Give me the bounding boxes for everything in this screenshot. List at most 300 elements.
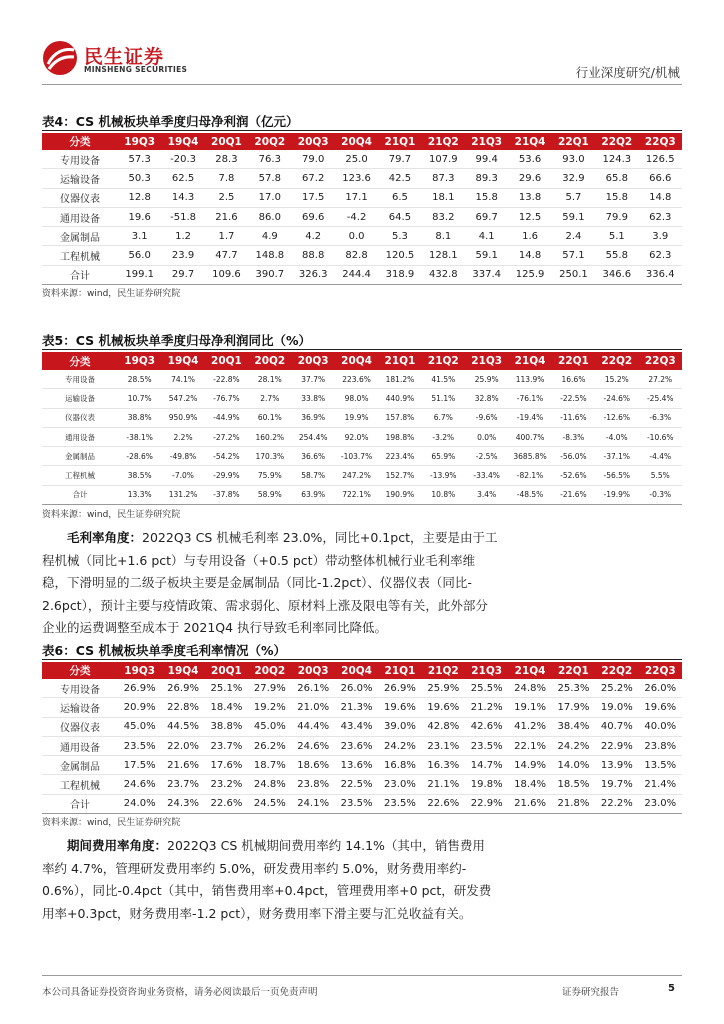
table-cell: 950.9%	[161, 408, 204, 427]
table-cell: 22.6%	[205, 794, 248, 813]
table-cell: 89.3	[465, 169, 508, 188]
table-cell: 247.2%	[335, 466, 378, 485]
table-cell: 38.4%	[552, 717, 595, 736]
row-label: 运输设备	[42, 169, 118, 188]
table-row	[42, 427, 682, 446]
table-cell: 36.6%	[292, 447, 335, 466]
column-header-quarter: 21Q2	[422, 662, 465, 679]
table-cell: 10.8%	[422, 485, 465, 504]
table-cell: 40.7%	[595, 717, 638, 736]
paragraph-line: 2.6pct），预计主要与疫情政策、需求弱化、原材料上涨及限电等有关，此外部分	[42, 597, 488, 613]
table-cell: 223.4%	[378, 447, 421, 466]
table-cell: 12.5	[508, 207, 551, 226]
table-cell: 58.9%	[248, 485, 291, 504]
table-cell: 2.7%	[248, 389, 291, 408]
table-cell: -8.3%	[552, 427, 595, 446]
table-cell: 41.2%	[508, 717, 551, 736]
row-label: 金属制品	[42, 447, 118, 466]
table-cell: -13.9%	[422, 466, 465, 485]
table-cell: 22.5%	[335, 775, 378, 794]
table-cell: 14.8	[639, 188, 683, 207]
table-cell: 400.7%	[508, 427, 551, 446]
table-cell: 16.6%	[552, 370, 595, 389]
column-header-category: 分类	[42, 133, 118, 150]
column-header-quarter: 21Q1	[378, 352, 421, 370]
table-cell: 27.2%	[639, 370, 683, 389]
table-cell: 66.6	[639, 169, 683, 188]
table-cell: 336.4	[639, 265, 683, 284]
paragraph-line: 企业的运费调整至成本于 2021Q4 执行导致毛利率同比降低。	[42, 620, 388, 635]
table-cell: 6.5	[378, 188, 421, 207]
table-cell: 131.2%	[161, 485, 204, 504]
column-header-quarter: 21Q4	[508, 352, 551, 370]
table-cell: -7.0%	[161, 466, 204, 485]
table-cell: 17.6%	[205, 756, 248, 775]
table-cell: 18.7%	[248, 756, 291, 775]
table-cell: 25.1%	[205, 679, 248, 698]
column-header-quarter: 19Q3	[118, 662, 161, 679]
column-header-quarter: 20Q4	[335, 352, 378, 370]
table-cell: 722.1%	[335, 485, 378, 504]
table-row	[42, 265, 682, 284]
table-cell: 19.8%	[465, 775, 508, 794]
table-cell: 22.1%	[508, 736, 551, 755]
table-cell: -6.3%	[639, 408, 683, 427]
table-cell: 318.9	[378, 265, 421, 284]
table-cell: 26.9%	[118, 679, 161, 698]
table-row	[42, 389, 682, 408]
table-cell: 18.5%	[552, 775, 595, 794]
column-header-quarter: 20Q3	[292, 662, 335, 679]
table-cell: 23.0%	[378, 775, 421, 794]
table-cell: 69.6	[292, 207, 335, 226]
table-cell: 39.0%	[378, 717, 421, 736]
table-cell: 32.9	[552, 169, 595, 188]
column-header-quarter: 22Q3	[639, 662, 683, 679]
table-row	[42, 246, 682, 265]
column-header-quarter: 20Q1	[205, 352, 248, 370]
table-cell: -22.8%	[205, 370, 248, 389]
table-cell: 390.7	[248, 265, 291, 284]
table-row	[42, 698, 682, 717]
table-cell: -21.6%	[552, 485, 595, 504]
table-cell: 16.8%	[378, 756, 421, 775]
table-cell: 79.0	[292, 150, 335, 169]
table-header-row	[42, 133, 682, 150]
table-cell: 98.0%	[335, 389, 378, 408]
table-cell: 26.0%	[639, 679, 683, 698]
table-cell: 126.5	[639, 150, 683, 169]
table-cell: -76.1%	[508, 389, 551, 408]
table-cell: -2.5%	[465, 447, 508, 466]
table-cell: 4.2	[292, 227, 335, 246]
table-cell: -51.8	[161, 207, 204, 226]
table-cell: 15.8	[595, 188, 638, 207]
table-cell: 21.6%	[508, 794, 551, 813]
table-row	[42, 794, 682, 813]
table-cell: 99.4	[465, 150, 508, 169]
table-cell: 16.3%	[422, 756, 465, 775]
table-cell: 25.9%	[422, 679, 465, 698]
table-cell: -29.9%	[205, 466, 248, 485]
table-cell: 3.9	[639, 227, 683, 246]
table-row	[42, 188, 682, 207]
paragraph-line: 用率+0.3pct，财务费用率-1.2 pct），财务费用率下滑主要与汇兑收益有关。	[42, 905, 472, 921]
row-label: 工程机械	[42, 246, 118, 265]
table-cell: 181.2%	[378, 370, 421, 389]
table-cell: 26.1%	[292, 679, 335, 698]
table-cell: -49.8%	[161, 447, 204, 466]
table-cell: -0.3%	[639, 485, 683, 504]
column-header-quarter: 22Q1	[552, 662, 595, 679]
row-label: 工程机械	[42, 775, 118, 794]
table-cell: 18.4%	[508, 775, 551, 794]
table-cell: 51.1%	[422, 389, 465, 408]
row-label: 金属制品	[42, 227, 118, 246]
table-cell: 29.7	[161, 265, 204, 284]
table-cell: 37.7%	[292, 370, 335, 389]
table-cell: 0.0%	[465, 427, 508, 446]
column-header-quarter: 20Q4	[335, 662, 378, 679]
table-cell: 13.3%	[118, 485, 161, 504]
table4-source: 资料来源：wind，民生证券研究院	[42, 289, 181, 299]
table-cell: 5.1	[595, 227, 638, 246]
column-header-quarter: 21Q1	[378, 133, 421, 150]
report-category: 行业深度研究/机械	[575, 65, 680, 80]
column-header-quarter: 22Q2	[595, 352, 638, 370]
table-cell: 59.1	[465, 246, 508, 265]
table-cell: 57.1	[552, 246, 595, 265]
gross-margin-paragraph	[42, 527, 498, 640]
table-cell: 83.2	[422, 207, 465, 226]
table-cell: 24.0%	[118, 794, 161, 813]
table-cell: -37.8%	[205, 485, 248, 504]
column-header-quarter: 19Q3	[118, 133, 161, 150]
footer-report-type: 证券研究报告	[562, 987, 620, 998]
table-header-row	[42, 662, 682, 679]
table-cell: 19.6%	[378, 698, 421, 717]
table-cell: 123.6	[335, 169, 378, 188]
paragraph-line: 程机械（同比+1.6 pct）与专用设备（+0.5 pct）带动整体机械行业毛利率维	[42, 552, 476, 568]
table-cell: 57.8	[248, 169, 291, 188]
table-cell: 13.8	[508, 188, 551, 207]
table-cell: 24.1%	[292, 794, 335, 813]
column-header-quarter: 21Q2	[422, 133, 465, 150]
table-cell: 19.9%	[335, 408, 378, 427]
table-cell: 15.2%	[595, 370, 638, 389]
table-cell: 76.3	[248, 150, 291, 169]
table-cell: 23.1%	[422, 736, 465, 755]
table-cell: 23.7%	[161, 775, 204, 794]
table5-title: 表5：CS 机械板块单季度归母净利润同比（%）	[42, 333, 311, 348]
column-header-quarter: 21Q3	[465, 352, 508, 370]
table-cell: 27.9%	[248, 679, 291, 698]
table-cell: 38.8%	[205, 717, 248, 736]
table-cell: 50.3	[118, 169, 161, 188]
column-header-quarter: 22Q3	[639, 352, 683, 370]
table-cell: 74.1%	[161, 370, 204, 389]
row-label: 金属制品	[42, 756, 118, 775]
table-cell: 346.6	[595, 265, 638, 284]
table-cell: -25.4%	[639, 389, 683, 408]
table-cell: 24.6%	[292, 736, 335, 755]
column-header-quarter: 22Q2	[595, 133, 638, 150]
table4-net-profit	[42, 133, 682, 285]
table-cell: 24.5%	[248, 794, 291, 813]
table-cell: 28.1%	[248, 370, 291, 389]
table-cell: 23.5%	[118, 736, 161, 755]
table-cell: 18.6%	[292, 756, 335, 775]
table-cell: 23.8%	[292, 775, 335, 794]
table-cell: 19.6%	[639, 698, 683, 717]
table-cell: 43.4%	[335, 717, 378, 736]
table-cell: -9.6%	[465, 408, 508, 427]
table-cell: 36.9%	[292, 408, 335, 427]
table-cell: 21.8%	[552, 794, 595, 813]
table-cell: -28.6%	[118, 447, 161, 466]
column-header-quarter: 21Q2	[422, 352, 465, 370]
table-cell: 26.0%	[335, 679, 378, 698]
row-label: 通用设备	[42, 427, 118, 446]
table-cell: -19.9%	[595, 485, 638, 504]
table-cell: 22.9%	[595, 736, 638, 755]
table-cell: 25.5%	[465, 679, 508, 698]
row-label: 专用设备	[42, 150, 118, 169]
table-cell: 25.2%	[595, 679, 638, 698]
table-cell: 28.3	[205, 150, 248, 169]
table-row	[42, 736, 682, 755]
column-header-quarter: 19Q4	[161, 352, 204, 370]
table-cell: 326.3	[292, 265, 335, 284]
table-cell: 62.3	[639, 207, 683, 226]
table-cell: -27.2%	[205, 427, 248, 446]
table-cell: 44.4%	[292, 717, 335, 736]
table-cell: 42.6%	[465, 717, 508, 736]
table4-title: 表4：CS 机械板块单季度归母净利润（亿元）	[42, 114, 299, 129]
column-header-quarter: 21Q3	[465, 133, 508, 150]
column-header-quarter: 20Q3	[292, 352, 335, 370]
column-header-quarter: 19Q3	[118, 352, 161, 370]
column-header-quarter: 21Q1	[378, 662, 421, 679]
table-row	[42, 150, 682, 169]
table-cell: 440.9%	[378, 389, 421, 408]
table-cell: -33.4%	[465, 466, 508, 485]
column-header-quarter: 20Q1	[205, 133, 248, 150]
column-header-quarter: 19Q4	[161, 662, 204, 679]
table-cell: 190.9%	[378, 485, 421, 504]
column-header-quarter: 20Q3	[292, 133, 335, 150]
table-cell: 14.9%	[508, 756, 551, 775]
table-cell: 2.4	[552, 227, 595, 246]
table-row	[42, 679, 682, 698]
table-cell: 47.7	[205, 246, 248, 265]
row-label: 合计	[42, 794, 118, 813]
table-cell: -103.7%	[335, 447, 378, 466]
table-cell: 148.8	[248, 246, 291, 265]
table-cell: 53.6	[508, 150, 551, 169]
table-cell: 21.6%	[161, 756, 204, 775]
table-row	[42, 756, 682, 775]
table-cell: 254.4%	[292, 427, 335, 446]
paragraph-line: 毛利率角度：2022Q3 CS 机械毛利率 23.0%，同比+0.1pct，主要是由于工	[67, 530, 498, 545]
table-cell: 2.5	[205, 188, 248, 207]
table-row	[42, 227, 682, 246]
header-divider	[42, 84, 682, 85]
table-cell: 170.3%	[248, 447, 291, 466]
table-cell: 58.7%	[292, 466, 335, 485]
table-cell: -37.1%	[595, 447, 638, 466]
table-row	[42, 466, 682, 485]
table-cell: 22.9%	[465, 794, 508, 813]
table-cell: 82.8	[335, 246, 378, 265]
table-cell: 5.5%	[639, 466, 683, 485]
table-cell: -52.6%	[552, 466, 595, 485]
table-cell: 124.3	[595, 150, 638, 169]
table-row	[42, 370, 682, 389]
table5-net-profit-yoy	[42, 352, 682, 505]
table-cell: 92.0%	[335, 427, 378, 446]
row-label: 运输设备	[42, 389, 118, 408]
table-cell: 19.1%	[508, 698, 551, 717]
table-cell: 432.8	[422, 265, 465, 284]
row-label: 仪器仪表	[42, 408, 118, 427]
table-cell: 57.3	[118, 150, 161, 169]
table-cell: 21.1%	[422, 775, 465, 794]
table-cell: 65.9%	[422, 447, 465, 466]
table-cell: 1.6	[508, 227, 551, 246]
table-cell: 3.1	[118, 227, 161, 246]
table-cell: 5.3	[378, 227, 421, 246]
table-cell: 21.3%	[335, 698, 378, 717]
table-cell: -4.0%	[595, 427, 638, 446]
row-label: 专用设备	[42, 679, 118, 698]
table-cell: 23.2%	[205, 775, 248, 794]
column-header-quarter: 21Q4	[508, 662, 551, 679]
table-cell: 17.0	[248, 188, 291, 207]
table-cell: -44.9%	[205, 408, 248, 427]
table-cell: 26.9%	[161, 679, 204, 698]
table-cell: -22.5%	[552, 389, 595, 408]
table-cell: 14.7%	[465, 756, 508, 775]
table-row	[42, 485, 682, 504]
table-cell: 38.8%	[118, 408, 161, 427]
table-cell: -3.2%	[422, 427, 465, 446]
table-cell: 13.5%	[639, 756, 683, 775]
column-header-quarter: 21Q3	[465, 662, 508, 679]
table-cell: 3685.8%	[508, 447, 551, 466]
table-cell: 20.9%	[118, 698, 161, 717]
table-cell: 75.9%	[248, 466, 291, 485]
table-cell: 69.7	[465, 207, 508, 226]
table-cell: -56.0%	[552, 447, 595, 466]
table-cell: 65.8	[595, 169, 638, 188]
table-cell: 23.6%	[335, 736, 378, 755]
table6-source: 资料来源：wind，民生证券研究院	[42, 818, 181, 828]
table-cell: 25.9%	[465, 370, 508, 389]
table-cell: 19.7%	[595, 775, 638, 794]
table-cell: 198.8%	[378, 427, 421, 446]
row-label: 通用设备	[42, 207, 118, 226]
table-cell: 41.5%	[422, 370, 465, 389]
row-label: 工程机械	[42, 466, 118, 485]
table-cell: 107.9	[422, 150, 465, 169]
table-cell: -56.5%	[595, 466, 638, 485]
table-cell: 14.8	[508, 246, 551, 265]
table-cell: 14.3	[161, 188, 204, 207]
table-row	[42, 169, 682, 188]
column-header-quarter: 22Q2	[595, 662, 638, 679]
paragraph-heading: 毛利率角度：	[67, 530, 143, 545]
paragraph-line: 期间费用率角度：2022Q3 CS 机械期间费用率约 14.1%（其中，销售费用	[67, 838, 485, 853]
table-cell: -48.5%	[508, 485, 551, 504]
row-label: 仪器仪表	[42, 717, 118, 736]
table-cell: 62.5	[161, 169, 204, 188]
table-cell: 23.5%	[335, 794, 378, 813]
table-cell: 45.0%	[118, 717, 161, 736]
table-cell: 59.1	[552, 207, 595, 226]
table-cell: 157.8%	[378, 408, 421, 427]
table-cell: 21.4%	[639, 775, 683, 794]
column-header-quarter: 20Q1	[205, 662, 248, 679]
table-cell: 42.8%	[422, 717, 465, 736]
table-cell: 24.2%	[552, 736, 595, 755]
column-header-quarter: 19Q4	[161, 133, 204, 150]
table-cell: 120.5	[378, 246, 421, 265]
table-cell: 79.9	[595, 207, 638, 226]
table-cell: 10.7%	[118, 389, 161, 408]
table-cell: 22.0%	[161, 736, 204, 755]
table-cell: 17.9%	[552, 698, 595, 717]
table-cell: 19.0%	[595, 698, 638, 717]
table-cell: 22.2%	[595, 794, 638, 813]
paragraph-line: 稳，下滑明显的二级子板块主要是金属制品（同比-1.2pct）、仪器仪表（同比-	[42, 575, 472, 590]
table-cell: 13.9%	[595, 756, 638, 775]
table-cell: 2.2%	[161, 427, 204, 446]
table-cell: 67.2	[292, 169, 335, 188]
table-row	[42, 775, 682, 794]
column-header-category: 分类	[42, 662, 118, 679]
table-cell: 88.8	[292, 246, 335, 265]
table-cell: 244.4	[335, 265, 378, 284]
table6-top-rule	[42, 659, 682, 660]
table-cell: 79.7	[378, 150, 421, 169]
table-cell: 14.0%	[552, 756, 595, 775]
table-row	[42, 408, 682, 427]
table-cell: 547.2%	[161, 389, 204, 408]
table-cell: 25.3%	[552, 679, 595, 698]
table-cell: 0.0	[335, 227, 378, 246]
table-cell: 13.6%	[335, 756, 378, 775]
table-cell: 38.5%	[118, 466, 161, 485]
table-cell: 32.8%	[465, 389, 508, 408]
column-header-quarter: 22Q3	[639, 133, 683, 150]
column-header-quarter: 21Q4	[508, 133, 551, 150]
table-cell: 6.7%	[422, 408, 465, 427]
table-cell: 21.6	[205, 207, 248, 226]
table-cell: 93.0	[552, 150, 595, 169]
table-cell: 64.5	[378, 207, 421, 226]
table-cell: -19.4%	[508, 408, 551, 427]
column-header-quarter: 22Q1	[552, 133, 595, 150]
table-cell: 4.1	[465, 227, 508, 246]
table-cell: 1.7	[205, 227, 248, 246]
table-cell: 199.1	[118, 265, 161, 284]
brand-name-cn: 民生证券	[84, 46, 165, 68]
table-cell: -12.6%	[595, 408, 638, 427]
table-cell: 5.7	[552, 188, 595, 207]
column-header-quarter: 20Q2	[248, 352, 291, 370]
column-header-quarter: 20Q2	[248, 662, 291, 679]
